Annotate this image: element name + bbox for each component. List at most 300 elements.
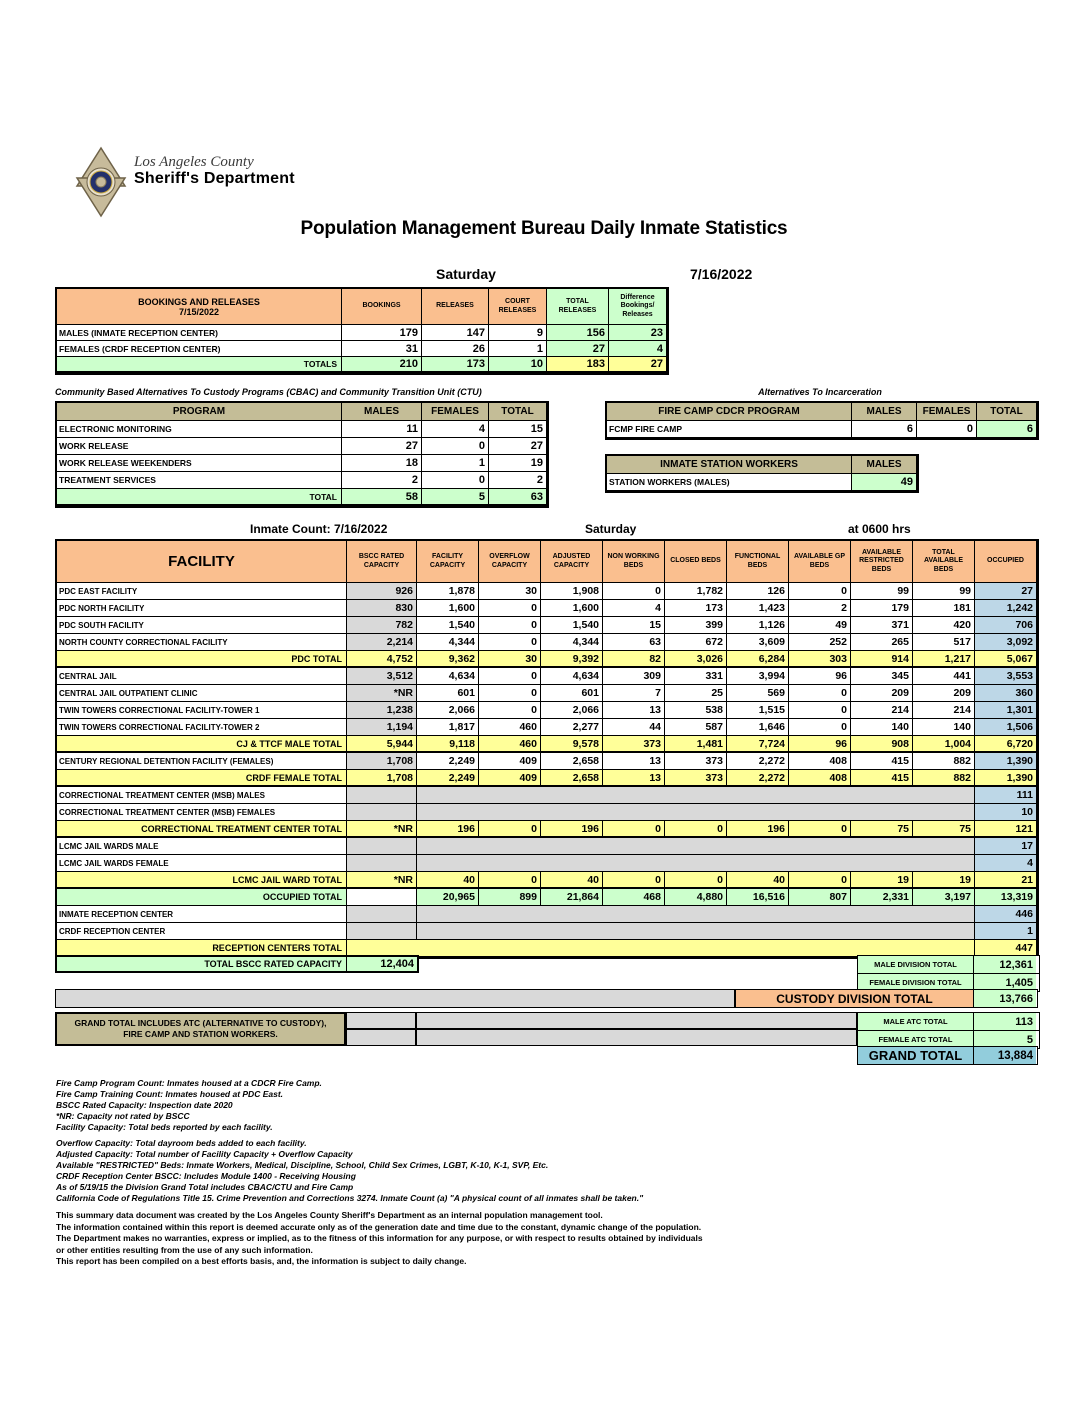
value-cell: 2,272 (727, 753, 789, 770)
value-cell: 441 (913, 668, 975, 685)
bookings-date: 7/15/2022 (178, 306, 220, 317)
column-header: MALES (342, 403, 422, 421)
value-cell: 3,092 (975, 634, 1037, 651)
bscc-capacity-row (55, 955, 419, 973)
value-cell: 1,708 (347, 753, 417, 770)
value-cell: 409 (479, 770, 541, 787)
facility-name-cell: TWIN TOWERS CORRECTIONAL FACILITY-TOWER 1 (57, 702, 347, 719)
division-total-value: 12,361 (974, 956, 1036, 973)
value-cell: 179 (342, 325, 422, 341)
division-total-label: MALE DIVISION TOTAL (858, 956, 974, 973)
row-label-cell: WORK RELEASE (57, 438, 342, 455)
value-cell: 196 (417, 821, 479, 838)
value-cell: 25 (665, 685, 727, 702)
value-cell: 6,284 (727, 651, 789, 668)
facility-name-cell: CORRECTIONAL TREATMENT CENTER (MSB) MALES (57, 787, 347, 804)
value-cell: 908 (851, 736, 913, 753)
value-cell (417, 855, 479, 872)
facility-table (55, 539, 1039, 959)
column-header: TOTAL (489, 403, 547, 421)
value-cell: 1,390 (975, 770, 1037, 787)
value-cell: 140 (851, 719, 913, 736)
value-cell: 409 (479, 753, 541, 770)
value-cell: 782 (347, 617, 417, 634)
agency-name-label: Sheriff's Department (134, 170, 295, 187)
footnote-line: California Code of Regulations Title 15. Crime Prevention and Corrections 3274. Inmate Count (a) "A physical count of all inmates shall be taken." (56, 1193, 644, 1203)
value-cell: 373 (665, 753, 727, 770)
value-cell: 1,004 (913, 736, 975, 753)
value-cell (789, 906, 851, 923)
table-row (57, 455, 547, 472)
cbac-section-title: Community Based Alternatives To Custody Programs (CBAC) and Community Transition Unit (CTU) (55, 387, 482, 397)
value-cell (665, 906, 727, 923)
value-cell (851, 787, 913, 804)
table-row (57, 787, 1037, 804)
column-header: BOOKINGS (342, 289, 422, 325)
value-cell (851, 838, 913, 855)
value-cell: 196 (727, 821, 789, 838)
value-cell: 3,197 (913, 889, 975, 906)
value-cell: 9,118 (417, 736, 479, 753)
row-label-cell: FEMALES (CRDF RECEPTION CENTER) (57, 341, 342, 357)
value-cell: 3,609 (727, 634, 789, 651)
value-cell: 2,331 (851, 889, 913, 906)
value-cell: 468 (603, 889, 665, 906)
value-cell: 587 (665, 719, 727, 736)
value-cell: 82 (603, 651, 665, 668)
facility-name-cell: LCMC JAIL WARDS MALE (57, 838, 347, 855)
value-cell: 19 (851, 872, 913, 889)
value-cell: 1,194 (347, 719, 417, 736)
grand-total-note: GRAND TOTAL INCLUDES ATC (ALTERNATIVE TO CUSTODY), FIRE CAMP AND STATION WORKERS. (55, 1012, 346, 1046)
value-cell: 899 (479, 889, 541, 906)
inmate-count-time: at 0600 hrs (848, 522, 911, 536)
column-header: AVAILABLE RESTRICTED BEDS (851, 541, 913, 583)
value-cell (347, 889, 417, 906)
value-cell: 96 (789, 668, 851, 685)
value-cell: 1,423 (727, 600, 789, 617)
cbac-header-row (57, 403, 547, 421)
grand-band (416, 1029, 857, 1046)
value-cell (789, 787, 851, 804)
table-row (57, 923, 1037, 940)
value-cell: 1,481 (665, 736, 727, 753)
value-cell (727, 923, 789, 940)
footnote-line: Facility Capacity: Total beds reported by each facility. (56, 1122, 273, 1132)
value-cell: 31 (342, 341, 422, 357)
facility-name-cell: CORRECTIONAL TREATMENT CENTER (MSB) FEMALES (57, 804, 347, 821)
value-cell: 371 (851, 617, 913, 634)
value-cell: 2,066 (541, 702, 603, 719)
value-cell (913, 838, 975, 855)
facility-name-cell: LCMC JAIL WARDS FEMALE (57, 855, 347, 872)
value-cell: 4 (609, 341, 667, 357)
facility-name-cell: PDC EAST FACILITY (57, 583, 347, 600)
value-cell: 209 (913, 685, 975, 702)
value-cell: 373 (603, 736, 665, 753)
value-cell: 882 (913, 770, 975, 787)
value-cell: 0 (665, 872, 727, 889)
value-cell: *NR (347, 685, 417, 702)
value-cell (417, 906, 479, 923)
facility-name-cell: CRDF FEMALE TOTAL (57, 770, 347, 787)
value-cell: 345 (851, 668, 913, 685)
value-cell: 58 (342, 489, 422, 506)
value-cell (603, 838, 665, 855)
value-cell: 49 (852, 474, 917, 491)
value-cell (479, 838, 541, 855)
value-cell: 21 (975, 872, 1037, 889)
column-header: TOTAL RELEASES (547, 289, 609, 325)
footnote-line: Available "RESTRICTED" Beds: Inmate Workers, Medical, Discipline, School, Child Sex Crimes, LGBT, K-10, K-1, SVP, Etc. (56, 1160, 549, 1170)
value-cell: 1,646 (727, 719, 789, 736)
value-cell: 399 (665, 617, 727, 634)
value-cell: 63 (603, 634, 665, 651)
value-cell: 2,066 (417, 702, 479, 719)
value-cell: 0 (479, 668, 541, 685)
table-row (57, 438, 547, 455)
value-cell: 0 (789, 583, 851, 600)
report-day: Saturday (436, 266, 496, 282)
value-cell: 0 (789, 872, 851, 889)
value-cell: 147 (422, 325, 489, 341)
table-row (57, 855, 1037, 872)
value-cell (417, 923, 479, 940)
table-row (57, 634, 1037, 651)
value-cell (913, 923, 975, 940)
value-cell: 1,301 (975, 702, 1037, 719)
column-header: FEMALES (422, 403, 489, 421)
table-row (57, 617, 1037, 634)
table-row (57, 685, 1037, 702)
value-cell (603, 804, 665, 821)
value-cell: 2,249 (417, 770, 479, 787)
value-cell: 27 (609, 357, 667, 373)
value-cell: 11 (342, 421, 422, 438)
value-cell (727, 838, 789, 855)
report-title: Population Management Bureau Daily Inmate Statistics (300, 218, 788, 239)
value-cell: 27 (342, 438, 422, 455)
row-label-cell: ELECTRONIC MONITORING (57, 421, 342, 438)
value-cell: 10 (975, 804, 1037, 821)
value-cell (913, 906, 975, 923)
value-cell: 460 (479, 719, 541, 736)
value-cell (541, 940, 603, 957)
facility-name-cell: NORTH COUNTY CORRECTIONAL FACILITY (57, 634, 347, 651)
value-cell: 16,516 (727, 889, 789, 906)
value-cell (789, 855, 851, 872)
value-cell: 2 (342, 472, 422, 489)
value-cell: 44 (603, 719, 665, 736)
value-cell (851, 855, 913, 872)
table-row (857, 1012, 1040, 1031)
value-cell: 6 (977, 421, 1037, 438)
value-cell: 27 (975, 583, 1037, 600)
value-cell: 1,217 (913, 651, 975, 668)
value-cell: 5 (422, 489, 489, 506)
value-cell (851, 923, 913, 940)
bscc-capacity-value: 12,404 (347, 957, 417, 971)
value-cell: 360 (975, 685, 1037, 702)
ati-section-title: Alternatives To Incarceration (758, 387, 882, 397)
table-row (57, 583, 1037, 600)
value-cell: 7,724 (727, 736, 789, 753)
facility-name-cell: CENTRAL JAIL OUTPATIENT CLINIC (57, 685, 347, 702)
table-row (57, 889, 1037, 906)
footnote-line: CRDF Reception Center BSCC: Includes Module 1400 - Receiving Housing (56, 1171, 356, 1181)
value-cell: 1,600 (541, 600, 603, 617)
value-cell: 1,126 (727, 617, 789, 634)
column-header: BSCC RATED CAPACITY (347, 541, 417, 583)
facility-name-cell: RECEPTION CENTERS TOTAL (57, 940, 347, 957)
value-cell (479, 906, 541, 923)
value-cell (347, 838, 417, 855)
value-cell: 601 (541, 685, 603, 702)
value-cell: 19 (489, 455, 547, 472)
row-label-cell: WORK RELEASE WEEKENDERS (57, 455, 342, 472)
table-row (57, 600, 1037, 617)
value-cell: 1,540 (417, 617, 479, 634)
table-row (57, 341, 667, 357)
bookings-title-cell (57, 289, 342, 325)
value-cell: 214 (913, 702, 975, 719)
facility-name-cell: PDC SOUTH FACILITY (57, 617, 347, 634)
column-header: FUNCTIONAL BEDS (727, 541, 789, 583)
bscc-capacity-label: TOTAL BSCC RATED CAPACITY (57, 957, 347, 971)
value-cell: 9,362 (417, 651, 479, 668)
value-cell (347, 906, 417, 923)
value-cell: 1,600 (417, 600, 479, 617)
value-cell (347, 923, 417, 940)
value-cell (347, 787, 417, 804)
sheriff-badge-icon (72, 146, 130, 218)
value-cell (665, 940, 727, 957)
column-header: PROGRAM (57, 403, 342, 421)
value-cell: 830 (347, 600, 417, 617)
value-cell: 9 (489, 325, 547, 341)
division-total-label: FEMALE DIVISION TOTAL (858, 974, 974, 991)
table-row (857, 955, 1040, 974)
value-cell: 1,242 (975, 600, 1037, 617)
value-cell: 331 (665, 668, 727, 685)
value-cell: 0 (479, 821, 541, 838)
value-cell (727, 787, 789, 804)
column-header: RELEASES (422, 289, 489, 325)
grand-total-row (857, 1046, 1038, 1065)
atc-totals (857, 1012, 1040, 1048)
value-cell: 0 (479, 634, 541, 651)
value-cell: 0 (789, 685, 851, 702)
value-cell: 926 (347, 583, 417, 600)
value-cell (603, 940, 665, 957)
value-cell: 10 (489, 357, 547, 373)
value-cell (479, 804, 541, 821)
bookings-title: BOOKINGS AND RELEASES (138, 296, 260, 307)
value-cell: 111 (975, 787, 1037, 804)
value-cell: 303 (789, 651, 851, 668)
value-cell (789, 804, 851, 821)
atc-total-label: FEMALE ATC TOTAL (858, 1031, 974, 1048)
value-cell: 415 (851, 770, 913, 787)
cbac-table (55, 401, 549, 508)
value-cell: 179 (851, 600, 913, 617)
division-totals (857, 955, 1040, 991)
value-cell: 1,238 (347, 702, 417, 719)
table-row (57, 651, 1037, 668)
bookings-header-row (57, 289, 667, 325)
value-cell (665, 855, 727, 872)
row-label-cell: FCMP FIRE CAMP (607, 421, 852, 438)
table-row (57, 804, 1037, 821)
value-cell: 446 (975, 906, 1037, 923)
value-cell (417, 787, 479, 804)
facility-header-row (57, 541, 1037, 583)
table-row (57, 325, 667, 341)
value-cell: 13 (603, 702, 665, 719)
grand-band (416, 1012, 857, 1029)
value-cell: 15 (603, 617, 665, 634)
value-cell: 63 (489, 489, 547, 506)
value-cell: 0 (479, 685, 541, 702)
column-header: TOTAL AVAILABLE BEDS (913, 541, 975, 583)
value-cell: 99 (913, 583, 975, 600)
table-row (607, 474, 917, 491)
bookings-table (55, 287, 669, 375)
value-cell: 96 (789, 736, 851, 753)
table-row (57, 421, 547, 438)
value-cell (913, 804, 975, 821)
station-workers-header-row (607, 456, 917, 474)
value-cell: 1,908 (541, 583, 603, 600)
column-header: Difference Bookings/ Releases (609, 289, 667, 325)
value-cell (347, 804, 417, 821)
value-cell (789, 940, 851, 957)
footnote-line: BSCC Rated Capacity: Inspection date 2020 (56, 1100, 233, 1110)
disclaimer-line: This summary data document was created by the Los Angeles County Sheriff's Department as an internal population management tool. (56, 1210, 603, 1220)
table-row (57, 770, 1037, 787)
row-label-cell: TOTAL (57, 489, 342, 506)
value-cell: 0 (479, 600, 541, 617)
value-cell: 672 (665, 634, 727, 651)
value-cell: 415 (851, 753, 913, 770)
value-cell: 0 (422, 472, 489, 489)
value-cell: 0 (789, 821, 851, 838)
disclaimer-line: or other entities resulting from the use of any such information. (56, 1244, 313, 1255)
value-cell: 5,944 (347, 736, 417, 753)
row-label-cell: TOTALS (57, 357, 342, 373)
value-cell (479, 923, 541, 940)
inmate-count-day: Saturday (585, 522, 637, 536)
value-cell: 2,658 (541, 753, 603, 770)
value-cell: 40 (417, 872, 479, 889)
value-cell: 882 (913, 753, 975, 770)
value-cell: 3,553 (975, 668, 1037, 685)
column-header: CLOSED BEDS (665, 541, 727, 583)
value-cell: 4,634 (417, 668, 479, 685)
value-cell: 30 (479, 583, 541, 600)
value-cell: 2 (789, 600, 851, 617)
column-header-facility: FACILITY (57, 541, 347, 583)
value-cell (789, 923, 851, 940)
row-label-cell: TREATMENT SERVICES (57, 472, 342, 489)
disclaimer-line: The information contained within this report is deemed accurate only as of the generation date and time due to the constant, dynamic change of the population. (56, 1221, 702, 1232)
value-cell: 1,782 (665, 583, 727, 600)
value-cell (727, 906, 789, 923)
value-cell: 1 (489, 341, 547, 357)
value-cell (541, 906, 603, 923)
column-header: FIRE CAMP CDCR PROGRAM (607, 403, 852, 421)
value-cell: 2,658 (541, 770, 603, 787)
value-cell: 2,214 (347, 634, 417, 651)
table-row (57, 872, 1037, 889)
table-row (57, 838, 1037, 855)
value-cell: 265 (851, 634, 913, 651)
value-cell (913, 855, 975, 872)
report-date: 7/16/2022 (690, 266, 753, 282)
value-cell: 0 (665, 821, 727, 838)
value-cell: 0 (789, 719, 851, 736)
column-header: OCCUPIED (975, 541, 1037, 583)
column-header: ADJUSTED CAPACITY (541, 541, 603, 583)
value-cell: 420 (913, 617, 975, 634)
value-cell: 0 (479, 702, 541, 719)
facility-name-cell: CENTURY REGIONAL DETENTION FACILITY (FEMALES) (57, 753, 347, 770)
value-cell (727, 855, 789, 872)
value-cell: 0 (603, 821, 665, 838)
column-header: TOTAL (977, 403, 1037, 421)
facility-name-cell: TWIN TOWERS CORRECTIONAL FACILITY-TOWER 2 (57, 719, 347, 736)
value-cell (727, 940, 789, 957)
table-row (57, 719, 1037, 736)
custody-total-label: CUSTODY DIVISION TOTAL (736, 990, 974, 1007)
value-cell: 0 (603, 583, 665, 600)
column-header: INMATE STATION WORKERS (607, 456, 852, 474)
value-cell: 1,390 (975, 753, 1037, 770)
table-row (607, 421, 1037, 438)
facility-name-cell: CENTRAL JAIL (57, 668, 347, 685)
custody-total-value: 13,766 (974, 990, 1036, 1007)
value-cell: 173 (422, 357, 489, 373)
value-cell: 460 (479, 736, 541, 753)
facility-name-cell: CJ & TTCF MALE TOTAL (57, 736, 347, 753)
value-cell: 18 (342, 455, 422, 472)
value-cell (541, 855, 603, 872)
column-header: FACILITY CAPACITY (417, 541, 479, 583)
value-cell: 181 (913, 600, 975, 617)
grand-band (346, 1029, 416, 1046)
value-cell: 1 (975, 923, 1037, 940)
value-cell: 4 (422, 421, 489, 438)
value-cell (851, 906, 913, 923)
value-cell (541, 923, 603, 940)
value-cell (479, 855, 541, 872)
facility-name-cell: CORRECTIONAL TREATMENT CENTER TOTAL (57, 821, 347, 838)
value-cell: 807 (789, 889, 851, 906)
value-cell: 9,392 (541, 651, 603, 668)
value-cell: 447 (975, 940, 1037, 957)
column-header: MALES (852, 456, 917, 474)
value-cell: 17 (975, 838, 1037, 855)
value-cell: 538 (665, 702, 727, 719)
value-cell (541, 804, 603, 821)
value-cell: 2,272 (727, 770, 789, 787)
column-header: OVERFLOW CAPACITY (479, 541, 541, 583)
value-cell: 210 (342, 357, 422, 373)
value-cell: 13 (603, 753, 665, 770)
table-row (57, 753, 1037, 770)
value-cell: 0 (789, 702, 851, 719)
value-cell: 2,277 (541, 719, 603, 736)
